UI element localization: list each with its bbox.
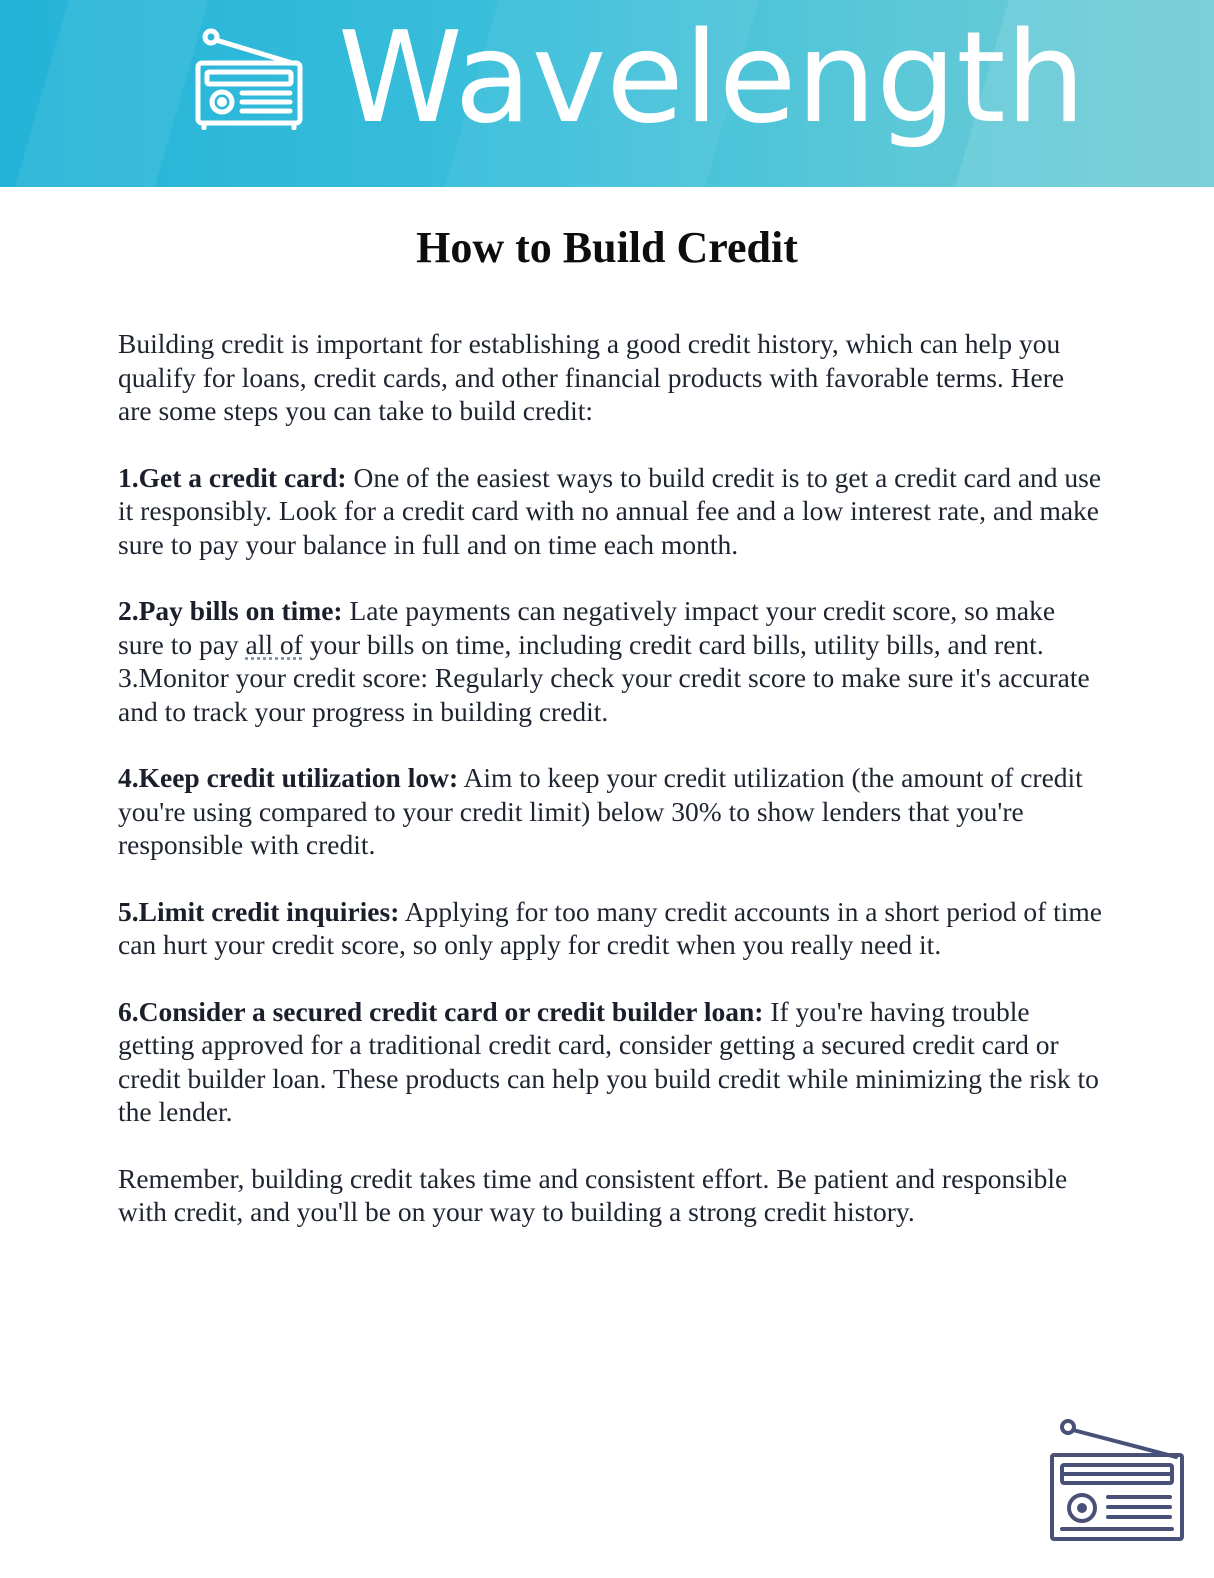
step-pay-bills-on-time <box>118 594 1103 661</box>
step-text: Aim to keep your credit utilization (the amount of credit you're using compared to your credit limit) below 30% to show lenders that you're responsible with credit. <box>118 762 1083 860</box>
spellcheck-flagged-phrase: all of <box>245 628 303 660</box>
step-text: Applying for too many credit accounts in a short period of time can hurt your credit score, so only apply for credit when you really need it. <box>118 895 1102 960</box>
banner-decorative-stripe <box>6 0 215 187</box>
brand-wordmark: Wavelength <box>338 4 1086 151</box>
radio-icon <box>192 26 306 130</box>
step-heading: 2.Pay bills on time: <box>118 595 343 626</box>
step-heading: 4.Keep credit utilization low: <box>118 762 459 793</box>
document-title: How to Build Credit <box>416 223 798 272</box>
step-monitor-credit-score <box>118 661 1103 728</box>
step-heading: 6.Consider a secured credit card or credit builder loan: <box>118 995 764 1027</box>
radio-icon <box>1048 1417 1186 1545</box>
step-get-credit-card <box>118 461 1103 562</box>
document-body <box>118 327 1103 1262</box>
step-text: 3.Monitor your credit score: Regularly check your credit score to make sure it's accurate and to track your progress in building credit. <box>118 662 1090 727</box>
closing-paragraph: Remember, building credit takes time and consistent effort. Be patient and responsible with credit, and you'll be on your way to building a strong credit history. <box>118 1162 1068 1227</box>
step-limit-inquiries <box>118 895 1103 962</box>
step-text: Late payments can negatively impact your credit score, so make sure to pay <box>118 595 1056 660</box>
header-banner <box>0 0 1214 187</box>
step-text: your bills on time, including credit card bills, utility bills, and rent. <box>302 628 1044 660</box>
step-text: One of the easiest ways to build credit is to get a credit card and use it responsibly. Look for a credit card with no annual fee and a low interest rate, and make sure to pay your balance in full and on time each month. <box>118 461 1102 560</box>
step-heading: 1.Get a credit card: <box>118 461 347 493</box>
step-heading: 5.Limit credit inquiries: <box>118 895 400 927</box>
step-keep-utilization-low <box>118 761 1103 862</box>
step-secured-card-or-builder-loan <box>118 995 1103 1129</box>
intro-paragraph: Building credit is important for establishing a good credit history, which can help you qualify for loans, credit cards, and other financial products with favorable terms. Here are some steps you can take to build credit: <box>118 328 1065 426</box>
step-text: If you're having trouble getting approved for a traditional credit card, consider getting a secured credit card or credit builder loan. These products can help you build credit while minimizing the risk to the lender. <box>118 995 1099 1127</box>
